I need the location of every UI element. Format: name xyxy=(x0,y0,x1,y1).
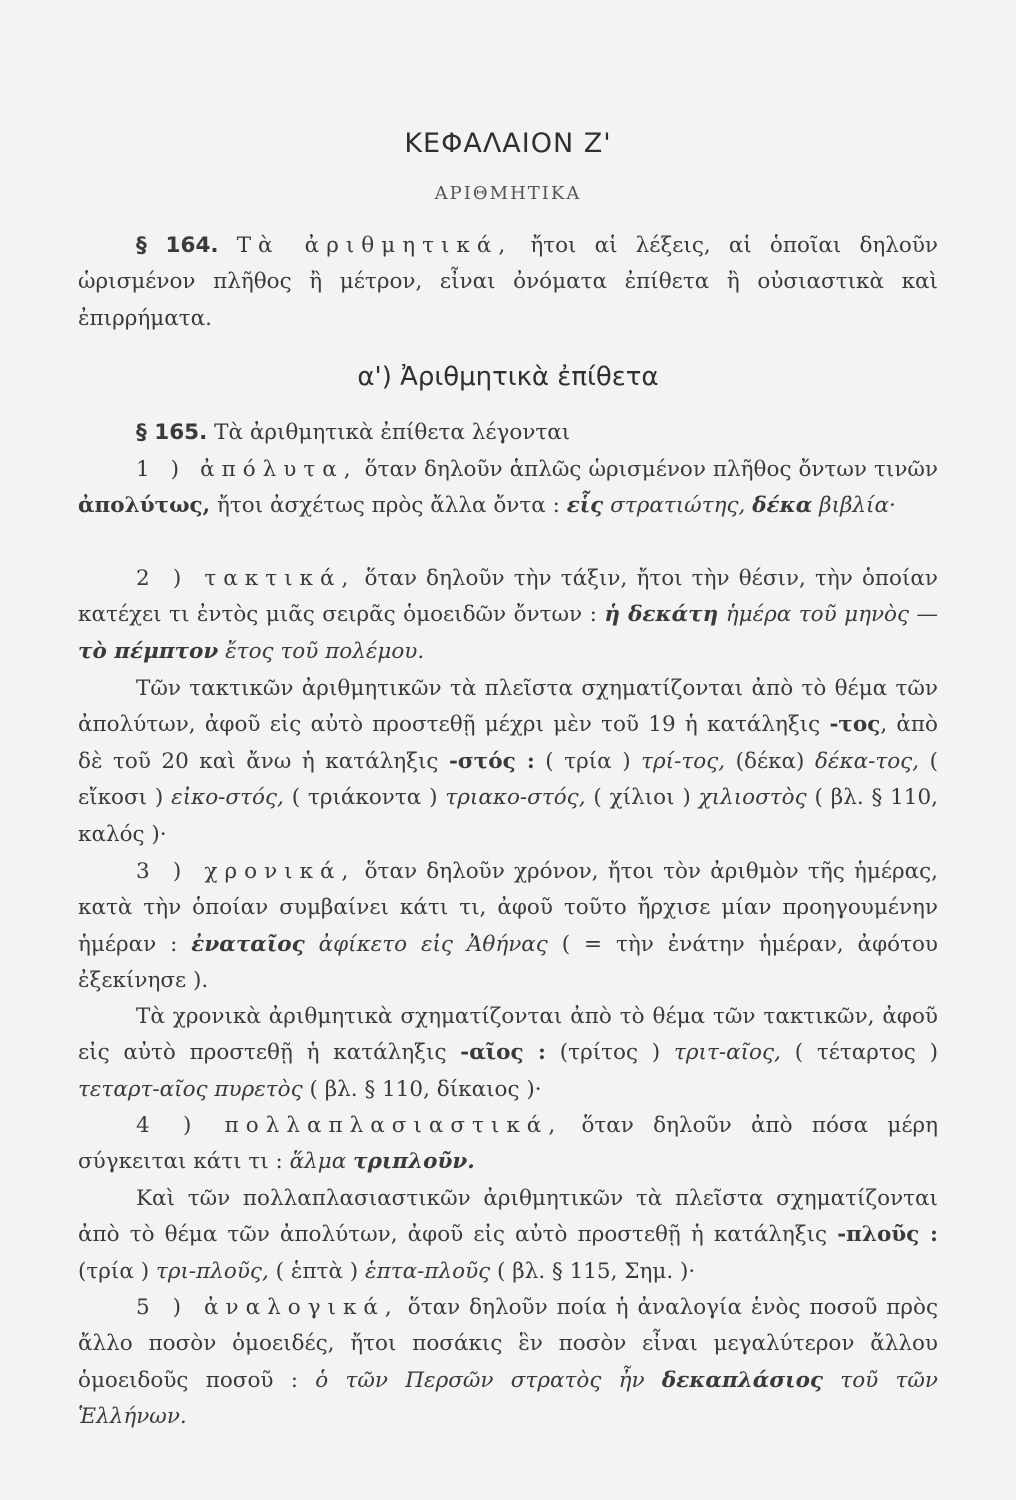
example-italic: βιβλία· xyxy=(819,493,896,519)
example-italic: τεταρτ-αῖος πυρετὸς xyxy=(78,1076,303,1102)
note-text: ( τέταρτος ) xyxy=(794,1040,938,1066)
suffix: -πλοῦς : xyxy=(837,1222,938,1248)
item-text: ὅταν δηλοῦν ποία ἡ ἀναλογία ἑνὸς ποσοῦ πρὸς ἄλλο ποσὸν ὁμοειδές, ἤτοι ποσάκις ἓν ποσὸν εἶναι μεγαλύτερον ἄλλου ὁμοειδοῦς ποσοῦ : xyxy=(78,1295,939,1393)
item-1-apolyta xyxy=(78,452,938,525)
note-text: Καὶ τῶν πολλαπλασιαστικῶν ἀριθμητικῶν τὰ πλεῖστα σχηματίζονται ἀπὸ τὸ θέμα τῶν ἀπολύτων, ἀφοῦ εἰς αὐτὸ προστεθῇ ἡ κατάληξις xyxy=(78,1186,938,1248)
note-text: ( χίλιοι ) xyxy=(593,785,691,811)
item-5-analogika xyxy=(78,1290,938,1436)
note-text: ( βλ. § 115, Σημ. )· xyxy=(497,1258,696,1284)
note-text: ( βλ. § 110, καλός )· xyxy=(78,785,938,847)
note-text: (τρίτος ) xyxy=(559,1040,661,1066)
section-heading: ΑΡΙΘΜΗΤΙΚΑ xyxy=(434,183,582,204)
example-bold: δεκαπλάσιος xyxy=(661,1367,824,1393)
example-italic: ἑπτα-πλοῦς xyxy=(365,1258,491,1284)
example-italic: ὁ τῶν Περσῶν στρατὸς ἦν xyxy=(315,1367,645,1393)
suffix: -τος xyxy=(829,712,881,738)
suffix: -αῖος : xyxy=(460,1040,546,1066)
subsection-heading: α') Ἀριθμητικὰ ἐπίθετα xyxy=(357,362,659,392)
example-italic: χιλιοστὸς xyxy=(698,785,807,811)
note-text: ( τρία ) xyxy=(545,748,631,774)
item-3-chronika xyxy=(78,854,938,1000)
suffix: -στός : xyxy=(448,748,535,774)
item-3-note xyxy=(78,999,938,1108)
example-bold: τριπλοῦν. xyxy=(353,1149,475,1175)
emphasis: ἀπολύτως, xyxy=(78,493,211,519)
example-italic: ἡμέρα τοῦ μηνὸς — xyxy=(725,602,938,628)
note-text: ( βλ. § 110, δίκαιος )· xyxy=(309,1076,542,1102)
item-text: ὅταν δηλοῦν ἀπὸ πόσα μέρη σύγκειται κάτι τι : xyxy=(78,1113,938,1175)
item-label: 2 ) τακτικά, xyxy=(136,566,356,591)
item-text: ὅταν δηλοῦν τὴν τάξιν, ἤτοι τὴν θέσιν, τὴν ὁποίαν κατέχει τι ἐντὸς μιᾶς σειρᾶς ὁμοειδῶν ὄντων : xyxy=(78,566,939,628)
note-text: Τῶν τακτικῶν ἀριθμητικῶν τὰ πλεῖστα σχηματίζονται ἀπὸ τὸ θέμα τῶν ἀπολύτων, ἀφοῦ εἰς αὐτὸ προστεθῇ μέχρι μὲν τοῦ 19 ἡ κατάληξις xyxy=(78,676,938,738)
example-italic: ἅλμα xyxy=(289,1149,347,1175)
example-bold: ἐναταῖος xyxy=(191,931,305,957)
note-text: ( τριάκοντα ) xyxy=(291,785,438,811)
example-bold: εἷς xyxy=(566,493,604,519)
paragraph-text: Τὰ ἀριθμητικὰ ἐπίθετα λέγονται xyxy=(214,420,571,445)
paragraph-164 xyxy=(78,228,938,337)
example-italic: τρί-τος, xyxy=(641,748,726,774)
section-mark: § 164. xyxy=(136,233,219,258)
example-bold: ἡ δεκάτη xyxy=(604,602,719,628)
example-italic: εἰκο-στός, xyxy=(171,785,284,811)
item-label: 5 ) ἀναλογικά, xyxy=(136,1295,399,1320)
term-spaced: Τὰ ἀριθμητικά, xyxy=(236,233,513,258)
note-text: (τρία ) xyxy=(78,1258,150,1284)
example-italic: τριτ-αῖος, xyxy=(673,1040,781,1066)
paragraph-165 xyxy=(78,415,938,451)
example-italic: τρι-πλοῦς, xyxy=(155,1258,269,1284)
example-bold: τὸ πέμπτον xyxy=(78,638,219,664)
item-text: ἤτοι ἀσχέτως πρὸς ἄλλα ὄντα : xyxy=(216,493,560,519)
item-2-taktika xyxy=(78,561,938,670)
note-text: Τὰ χρονικὰ ἀριθμητικὰ σχηματίζονται ἀπὸ τὸ θέμα τῶν τακτικῶν, ἀφοῦ εἰς αὐτὸ προστεθῇ ἡ κατάληξις xyxy=(78,1004,938,1066)
item-label: 4 ) πολλαπλασιαστικά, xyxy=(136,1113,563,1138)
item-4-pollaplasiastika xyxy=(78,1108,938,1181)
example-italic: δέκα-τος, xyxy=(814,748,920,774)
example-italic: ἔτος τοῦ πολέμου. xyxy=(225,638,425,664)
note-text: ( εἴκοσι ) xyxy=(78,748,938,811)
chapter-heading: ΚΕΦΑΛΑΙΟΝ Ζ' xyxy=(404,128,612,159)
note-text: (δέκα) xyxy=(735,748,805,774)
example-italic: ἀφίκετο εἰς Ἀθήνας xyxy=(318,931,548,957)
note-text: ( ἑπτὰ ) xyxy=(275,1258,359,1284)
example-italic: τοῦ τῶν Ἑλλήνων. xyxy=(78,1367,938,1430)
item-text: ( = τὴν ἐνάτην ἡμέραν, ἀφότου ἐξεκίνησε ). xyxy=(78,931,938,994)
example-italic: στρατιώτης, xyxy=(610,493,746,519)
item-label: 1 ) ἀπόλυτα, xyxy=(136,457,358,482)
paragraph-text: ἤτοι αἱ λέξεις, αἱ ὁποῖαι δηλοῦν ὡρισμένον πλῆθος ἢ μέτρον, εἶναι ὀνόματα ἐπίθετα ἢ οὐσιαστικὰ καὶ ἐπιρρήματα. xyxy=(78,233,938,331)
note-text: , ἀπὸ δὲ τοῦ 20 καὶ ἄνω ἡ κατάληξις xyxy=(78,712,938,774)
item-text: ὅταν δηλοῦν ἁπλῶς ὡρισμένον πλῆθος ὄντων τινῶν xyxy=(364,457,938,482)
example-bold: δέκα xyxy=(752,493,813,519)
item-2-note xyxy=(78,671,938,853)
item-text: ὅταν δηλοῦν χρόνον, ἤτοι τὸν ἀριθμὸν τῆς ἡμέρας, κατὰ τὴν ὁποίαν συμβαίνει κάτι τι, ἀφοῦ τοῦτο ἤρχισε μίαν προηγουμένην ἡμέραν : xyxy=(78,859,938,957)
example-italic: τριακο-στός, xyxy=(445,785,586,811)
item-label: 3 ) χρονικά, xyxy=(136,859,356,884)
section-mark: § 165. xyxy=(136,420,208,445)
item-4-note xyxy=(78,1181,938,1290)
